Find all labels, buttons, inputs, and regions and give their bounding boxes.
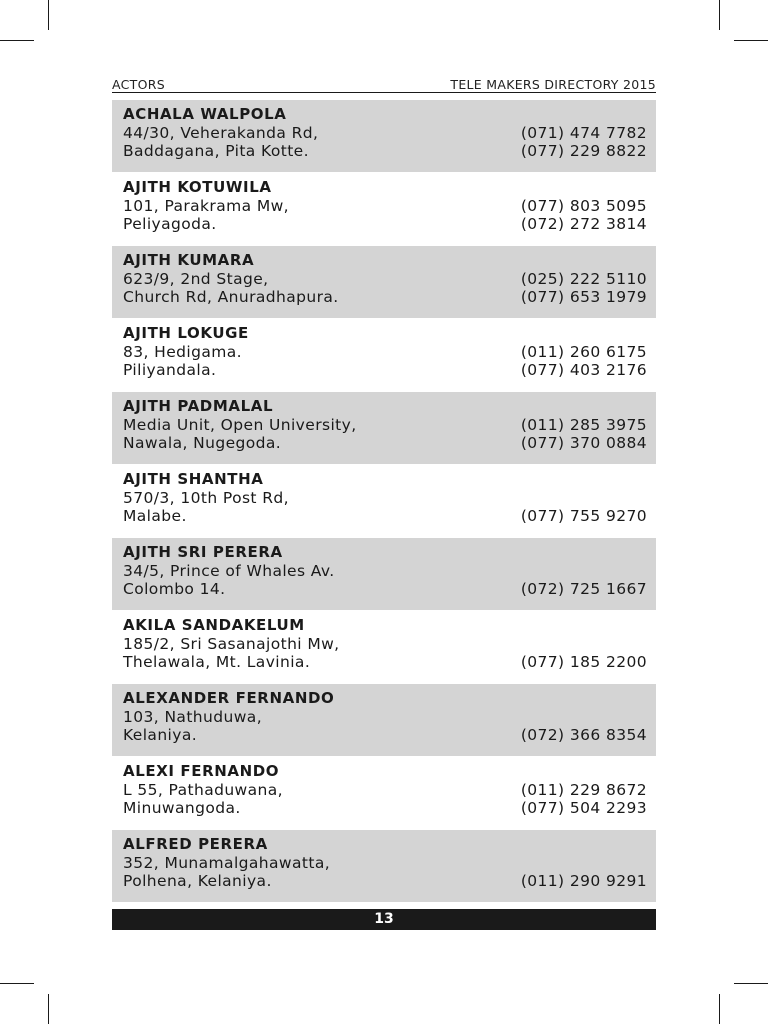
phone-number-2: (077) 370 0884 (520, 434, 647, 452)
entry-line-1 (123, 854, 647, 873)
phone-number-2: (077) 229 8822 (520, 142, 647, 160)
running-header (112, 74, 656, 92)
directory-entry (112, 611, 656, 683)
phone-number-2: (077) 653 1979 (520, 288, 647, 306)
directory-page (112, 74, 656, 903)
phone-number-2: (011) 290 9291 (520, 872, 647, 890)
directory-entry (112, 392, 656, 464)
address-line-1: Media Unit, Open University, (123, 415, 357, 434)
crop-mark (719, 994, 720, 1024)
entry-line-2 (123, 361, 647, 380)
directory-entry (112, 684, 656, 756)
entry-line-2 (123, 653, 647, 672)
address-line-2: Colombo 14. (123, 580, 226, 598)
address-line-2: Malabe. (123, 507, 187, 525)
address-line-1: 570/3, 10th Post Rd, (123, 488, 289, 507)
phone-number-1: (011) 260 6175 (520, 342, 647, 361)
address-line-2: Church Rd, Anuradhapura. (123, 288, 339, 306)
actor-name: ACHALA WALPOLA (123, 105, 287, 123)
crop-mark (48, 0, 49, 30)
address-line-1: 352, Munamalgahawatta, (123, 853, 331, 872)
entry-line-2 (123, 580, 647, 599)
directory-entry (112, 246, 656, 318)
directory-entry (112, 173, 656, 245)
phone-number-2: (077) 755 9270 (520, 507, 647, 525)
header-rule (112, 92, 656, 93)
address-line-2: Peliyagoda. (123, 215, 217, 233)
section-label: ACTORS (112, 77, 165, 92)
entry-line-1 (123, 343, 647, 362)
entry-line-1 (123, 270, 647, 289)
entry-line-2 (123, 215, 647, 234)
directory-entry (112, 830, 656, 902)
phone-number-1: (071) 474 7782 (520, 123, 647, 142)
address-line-1: 34/5, Prince of Whales Av. (123, 561, 335, 580)
address-line-2: Polhena, Kelaniya. (123, 872, 272, 890)
actor-name: AJITH SRI PERERA (123, 543, 283, 561)
actor-name: AJITH KOTUWILA (123, 178, 272, 196)
entry-line-1 (123, 489, 647, 508)
crop-mark (719, 0, 720, 30)
phone-number-2: (072) 366 8354 (520, 726, 647, 744)
page-footer (112, 909, 656, 930)
address-line-2: Baddagana, Pita Kotte. (123, 142, 309, 160)
entry-line-1 (123, 562, 647, 581)
phone-number-2: (077) 504 2293 (520, 799, 647, 817)
phone-number-2: (077) 403 2176 (520, 361, 647, 379)
entry-line-1 (123, 416, 647, 435)
directory-entry (112, 538, 656, 610)
address-line-2: Minuwangoda. (123, 799, 241, 817)
crop-mark (48, 994, 49, 1024)
entry-line-2 (123, 872, 647, 891)
entry-line-2 (123, 142, 647, 161)
entry-line-1 (123, 124, 647, 143)
crop-mark (0, 40, 34, 41)
crop-mark (734, 40, 768, 41)
actor-name: AJITH KUMARA (123, 251, 255, 269)
address-line-1: 623/9, 2nd Stage, (123, 269, 269, 288)
entry-line-2 (123, 434, 647, 453)
actor-name: AJITH PADMALAL (123, 397, 274, 415)
crop-mark (734, 983, 768, 984)
directory-entry (112, 757, 656, 829)
entry-line-1 (123, 197, 647, 216)
directory-title: TELE MAKERS DIRECTORY 2015 (450, 77, 656, 92)
phone-number-1: (077) 803 5095 (520, 196, 647, 215)
address-line-2: Thelawala, Mt. Lavinia. (123, 653, 311, 671)
actor-name: AJITH SHANTHA (123, 470, 264, 488)
entry-line-1 (123, 781, 647, 800)
address-line-2: Nawala, Nugegoda. (123, 434, 282, 452)
directory-entry (112, 100, 656, 172)
entry-line-2 (123, 799, 647, 818)
entry-line-1 (123, 635, 647, 654)
phone-number-1: (011) 285 3975 (520, 415, 647, 434)
directory-entry (112, 319, 656, 391)
actor-name: ALEXANDER FERNANDO (123, 689, 335, 707)
phone-number-1: (011) 229 8672 (520, 780, 647, 799)
address-line-1: 44/30, Veherakanda Rd, (123, 123, 319, 142)
directory-entry (112, 465, 656, 537)
address-line-1: 83, Hedigama. (123, 342, 242, 361)
address-line-1: L 55, Pathaduwana, (123, 780, 283, 799)
crop-mark (0, 983, 34, 984)
phone-number-2: (072) 725 1667 (520, 580, 647, 598)
entry-line-1 (123, 708, 647, 727)
phone-number-2: (072) 272 3814 (520, 215, 647, 233)
address-line-2: Kelaniya. (123, 726, 198, 744)
entry-line-2 (123, 288, 647, 307)
actor-name: ALFRED PERERA (123, 835, 268, 853)
address-line-2: Piliyandala. (123, 361, 217, 379)
page-number: 13 (374, 911, 394, 927)
actor-name: AKILA SANDAKELUM (123, 616, 305, 634)
address-line-1: 103, Nathuduwa, (123, 707, 263, 726)
entry-list (112, 100, 656, 902)
phone-number-1: (025) 222 5110 (520, 269, 647, 288)
entry-line-2 (123, 726, 647, 745)
phone-number-2: (077) 185 2200 (520, 653, 647, 671)
actor-name: AJITH LOKUGE (123, 324, 249, 342)
entry-line-2 (123, 507, 647, 526)
actor-name: ALEXI FERNANDO (123, 762, 280, 780)
address-line-1: 185/2, Sri Sasanajothi Mw, (123, 634, 340, 653)
address-line-1: 101, Parakrama Mw, (123, 196, 290, 215)
